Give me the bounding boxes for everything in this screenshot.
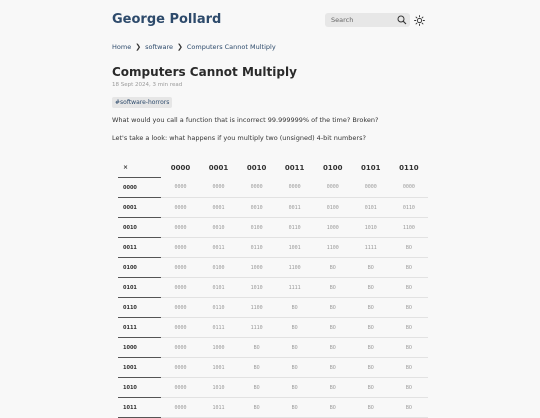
table-cell: BO — [352, 258, 390, 278]
breadcrumb-home[interactable]: Home — [112, 43, 132, 51]
table-cell: BO — [390, 238, 428, 258]
table-cell: 0100 — [314, 198, 352, 218]
table-cell: 0100 — [200, 258, 238, 278]
table-cell: 0000 — [200, 178, 238, 198]
table-cell: BO — [390, 278, 428, 298]
table-cell: 1000 — [314, 218, 352, 238]
table-cell: BO — [238, 398, 276, 418]
column-header: 0010 — [246, 163, 267, 172]
row-header: 1001 — [118, 358, 161, 378]
table-cell: 1100 — [314, 238, 352, 258]
row-header: 0000 — [118, 178, 161, 198]
table-cell: BO — [390, 298, 428, 318]
table-cell: BO — [314, 338, 352, 358]
table-row — [118, 298, 428, 318]
table-cell: 0001 — [200, 198, 238, 218]
table-cell: 1001 — [200, 358, 238, 378]
table-cell: BO — [390, 358, 428, 378]
table-cell: BO — [276, 378, 314, 398]
table-cell: 1110 — [238, 318, 276, 338]
table-cell: 0000 — [161, 298, 199, 318]
table-cell: BO — [390, 398, 428, 418]
table-cell: 0000 — [238, 178, 276, 198]
table-cell: 0110 — [276, 218, 314, 238]
table-cell: BO — [314, 318, 352, 338]
table-cell: 0000 — [161, 258, 199, 278]
table-cell: 1011 — [200, 398, 238, 418]
table-row — [118, 278, 428, 298]
table-cell: 0010 — [200, 218, 238, 238]
table-row — [118, 378, 428, 398]
row-header: 0001 — [118, 198, 161, 218]
table-cell: 1000 — [238, 258, 276, 278]
table-cell: 1111 — [276, 278, 314, 298]
table-cell: 1010 — [200, 378, 238, 398]
table-row — [118, 178, 428, 198]
table-cell: 0100 — [238, 218, 276, 238]
column-header: 0011 — [284, 163, 305, 172]
table-cell: BO — [352, 278, 390, 298]
table-cell: BO — [352, 298, 390, 318]
row-header: 0111 — [118, 318, 161, 338]
table-cell: 0000 — [161, 278, 199, 298]
table-row — [118, 258, 428, 278]
breadcrumb-current[interactable]: Computers Cannot Multiply — [186, 43, 276, 51]
table-cell: BO — [314, 358, 352, 378]
table-cell: BO — [276, 358, 314, 378]
table-cell: BO — [352, 358, 390, 378]
breadcrumb-software[interactable]: software — [145, 43, 173, 51]
table-cell: 1010 — [352, 218, 390, 238]
row-header: 1000 — [118, 338, 161, 358]
column-header: 0110 — [399, 163, 419, 172]
row-header: 0110 — [118, 298, 161, 318]
column-header: 0001 — [208, 163, 229, 172]
row-header: 1011 — [118, 398, 161, 418]
table-cell: 1100 — [390, 218, 428, 238]
table-cell: BO — [238, 358, 276, 378]
row-header: 1010 — [118, 378, 161, 398]
table-cell: 0000 — [161, 358, 199, 378]
table-cell: BO — [352, 318, 390, 338]
table-cell: BO — [352, 378, 390, 398]
table-cell: 0000 — [161, 218, 199, 238]
table-corner: × — [118, 158, 161, 178]
row-header: 0100 — [118, 258, 161, 278]
table-cell: 0000 — [276, 178, 314, 198]
table-cell: 0000 — [161, 198, 199, 218]
table-cell: 0000 — [161, 318, 199, 338]
table-cell: 0000 — [390, 178, 428, 198]
table-row — [118, 218, 428, 238]
table-row — [118, 318, 428, 338]
multiplication-table[interactable] — [118, 158, 428, 411]
table-cell: 0000 — [352, 178, 390, 198]
table-cell: 0000 — [161, 238, 199, 258]
table-cell: 0011 — [276, 198, 314, 218]
chevron-right-icon: ❯ — [177, 43, 183, 51]
table-cell: 0111 — [200, 318, 238, 338]
table-cell: 0110 — [390, 198, 428, 218]
post-date: 18 Sept 2024, — [112, 82, 151, 88]
table-cell: BO — [314, 258, 352, 278]
table-cell: BO — [390, 378, 428, 398]
table-cell: BO — [314, 298, 352, 318]
table-cell: BO — [276, 338, 314, 358]
table-row — [118, 398, 428, 418]
table-cell: 1111 — [352, 238, 390, 258]
table-cell: 0000 — [161, 178, 199, 198]
row-header: 0101 — [118, 278, 161, 298]
table-row — [118, 338, 428, 358]
read-time: 3 min read — [152, 82, 183, 88]
row-header: 0011 — [118, 238, 161, 258]
table-cell: 1010 — [238, 278, 276, 298]
table-cell: 0000 — [161, 338, 199, 358]
table-cell: 0000 — [161, 378, 199, 398]
question-paragraph: Let's take a look: what happens if you multiply two (unsigned) 4-bit numbers? — [112, 134, 366, 142]
table-header-row — [118, 158, 428, 178]
tag-software-horrors[interactable]: #software-horrors — [112, 97, 172, 108]
table-row — [118, 198, 428, 218]
table-cell: 0101 — [352, 198, 390, 218]
table-cell: 1001 — [276, 238, 314, 258]
table-cell: BO — [276, 298, 314, 318]
page-title: Computers Cannot Multiply — [112, 65, 297, 79]
table-cell: BO — [238, 338, 276, 358]
table-cell: BO — [352, 338, 390, 358]
table-cell: 0110 — [200, 298, 238, 318]
column-header: 0101 — [361, 163, 381, 172]
intro-paragraph: What would you call a function that is incorrect 99.999999% of the time? Broken? — [112, 116, 379, 124]
table-cell: 0010 — [238, 198, 276, 218]
table-cell: 0000 — [161, 398, 199, 418]
table-cell: BO — [314, 378, 352, 398]
table-cell: 1000 — [200, 338, 238, 358]
table-cell: BO — [352, 398, 390, 418]
table-cell: 0110 — [238, 238, 276, 258]
table-cell: BO — [314, 278, 352, 298]
table-cell: BO — [276, 398, 314, 418]
table-cell: BO — [238, 378, 276, 398]
table-row — [118, 238, 428, 258]
table-cell: BO — [390, 338, 428, 358]
search-input[interactable] — [325, 16, 395, 24]
table-cell: BO — [390, 318, 428, 338]
search-icon[interactable] — [397, 15, 407, 25]
column-header: 0100 — [322, 163, 343, 172]
chevron-right-icon: ❯ — [135, 43, 142, 51]
table-cell: 0101 — [200, 278, 238, 298]
table-cell: BO — [314, 398, 352, 418]
table-cell: 1100 — [276, 258, 314, 278]
search-box[interactable] — [325, 13, 410, 27]
table-cell: BO — [276, 318, 314, 338]
sun-icon[interactable] — [414, 15, 425, 26]
table-cell: BO — [390, 258, 428, 278]
breadcrumb — [112, 43, 276, 51]
site-title[interactable]: George Pollard — [112, 12, 222, 27]
row-header: 0010 — [118, 218, 161, 238]
post-meta — [112, 82, 182, 88]
table-cell: 1100 — [238, 298, 276, 318]
table-row — [118, 358, 428, 378]
column-header: 0000 — [170, 163, 191, 172]
table-cell: 0000 — [314, 178, 352, 198]
table-cell: 0011 — [200, 238, 238, 258]
